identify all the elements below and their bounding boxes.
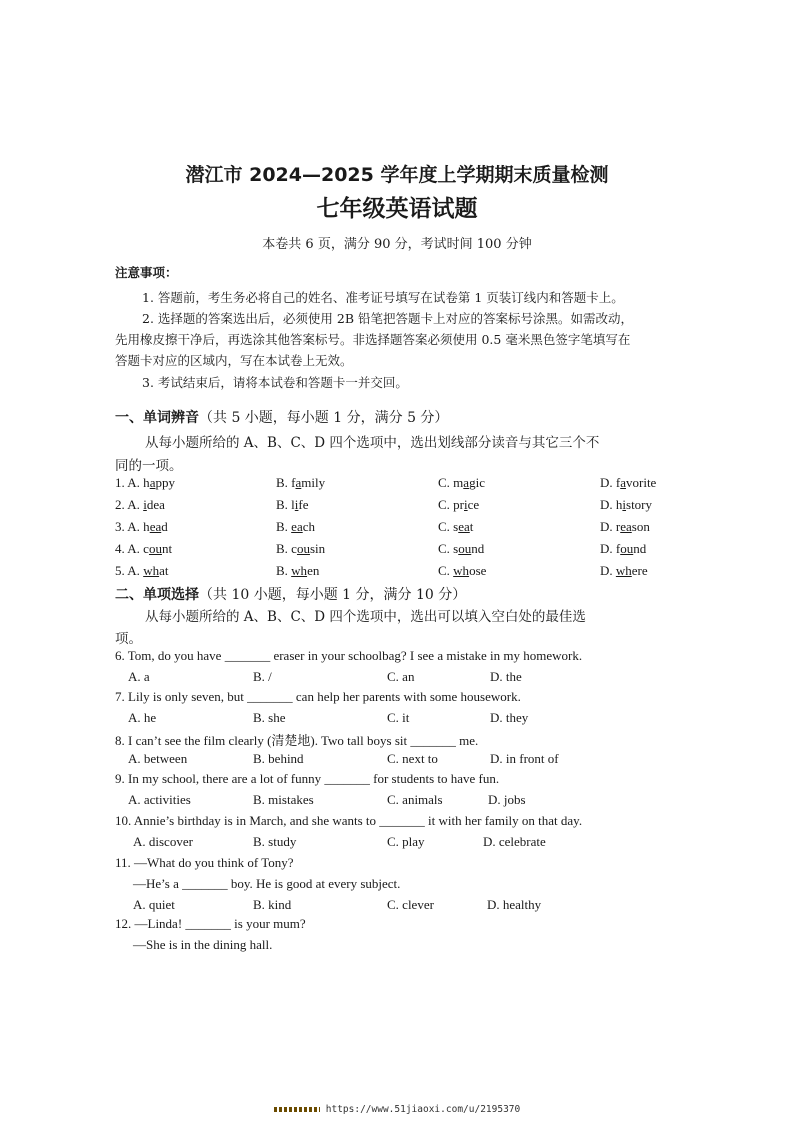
q9-option-d: D. jobs — [488, 792, 526, 807]
underlined-sound: ou — [148, 541, 162, 556]
q9-stem-line-1: 9. In my school, there are a lot of funny _______ for students to have fun. — [115, 771, 500, 786]
option-text-post: d — [161, 519, 168, 534]
option-text-pre: A. h — [127, 519, 150, 534]
option-text-post: ce — [467, 497, 480, 512]
underlined-sound: ea — [291, 519, 303, 534]
q7-stem-line-1: 7. Lily is only seven, but _______ can help her parents with some housework. — [115, 689, 521, 704]
exam-subtitle: 本卷共 6 页，满分 90 分，考试时间 100 分钟 — [262, 237, 532, 252]
underlined-sound: i — [464, 497, 468, 512]
option-text-pre: B. — [276, 519, 292, 534]
underlined-sound: ea — [620, 519, 632, 534]
q5-option-c — [438, 563, 486, 579]
option-text-pre: B. l — [276, 497, 295, 512]
underlined-sound: i — [622, 497, 627, 512]
notice-line-2: 2. 选择题的答案选出后，必须使用 2B 铅笔把答题卡上对应的答案标号涂黑。如需改动， — [142, 311, 633, 326]
exam-title-line2: 七年级英语试题 — [316, 196, 478, 222]
underlined-sound: a — [149, 475, 156, 490]
option-text-post: ere — [631, 563, 648, 578]
option-text-pre: C. m — [438, 475, 464, 490]
q3-option-a — [115, 519, 168, 535]
section2-instruction-2: 项。 — [115, 631, 142, 647]
option-text-post: en — [307, 563, 320, 578]
option-text-pre: D. f — [600, 541, 621, 556]
option-text-post: story — [626, 497, 653, 512]
q3-option-d — [600, 519, 650, 535]
underlined-sound: ou — [458, 541, 472, 556]
q1-option-d — [600, 475, 656, 491]
q12-stem-line-1: 12. —Linda! _______ is your mum? — [115, 916, 306, 931]
underlined-sound: ou — [620, 541, 634, 556]
underlined-sound: wh — [291, 563, 308, 578]
q6-stem-line-1: 6. Tom, do you have _______ eraser in your schoolbag? I see a mistake in my homework. — [115, 648, 583, 663]
option-text-pre: B. f — [276, 475, 296, 490]
q11-option-b: B. kind — [253, 897, 292, 912]
question-number: 1. — [115, 475, 125, 490]
q6-option-d: D. the — [490, 669, 522, 684]
footer-logo-mark — [274, 1107, 320, 1112]
q4-option-b — [276, 541, 325, 557]
q7-option-a: A. he — [128, 710, 157, 725]
underlined-sound: a — [463, 475, 470, 490]
option-text-post: nt — [161, 541, 173, 556]
q11-option-a: A. quiet — [133, 897, 175, 912]
notice-heading: 注意事项： — [115, 265, 178, 280]
notice-line-4: 答题卡对应的区域内，写在本试卷上无效。 — [115, 353, 353, 368]
underlined-sound: wh — [143, 563, 160, 578]
q10-stem-line-1: 10. Annie’s birthday is in March, and she wants to _______ it with her family on that day. — [115, 813, 583, 828]
q2-option-c — [438, 497, 479, 513]
option-text-post: ppy — [155, 475, 175, 490]
option-text-post: nd — [471, 541, 485, 556]
option-text-pre: D. f — [600, 475, 621, 490]
section1-instruction-1: 从每小题所给的 A、B、C、D 四个选项中，选出划线部分读音与其它三个不 — [145, 435, 600, 451]
option-text-pre: A. — [127, 563, 144, 578]
q10-option-c: C. play — [387, 834, 425, 849]
q10-option-d: D. celebrate — [483, 834, 546, 849]
option-text-pre: B. c — [276, 541, 297, 556]
question-number: 4. — [115, 541, 125, 556]
q5-option-b — [276, 563, 319, 579]
notice-line-1: 1. 答题前，考生务必将自己的姓名、准考证号填写在试卷第 1 页装订线内和答题卡上。 — [142, 290, 624, 305]
section1-instruction-2: 同的一项。 — [115, 458, 183, 474]
q10-option-b: B. study — [253, 834, 297, 849]
option-text-post: dea — [146, 497, 165, 512]
q12-stem-line-2: —She is in the dining hall. — [133, 937, 273, 952]
option-text-pre: C. s — [438, 519, 459, 534]
q4-option-d — [600, 541, 646, 557]
section2-title: 二、单项选择 — [115, 587, 199, 603]
footer — [0, 1104, 794, 1115]
q8-option-c: C. next to — [387, 751, 438, 766]
section1-title: 一、单词辨音 — [115, 410, 199, 426]
q11-option-d: D. healthy — [487, 897, 542, 912]
option-text-pre: A. h — [127, 475, 150, 490]
q11-stem-line-1: 11. —What do you think of Tony? — [115, 855, 294, 870]
q8-option-a: A. between — [128, 751, 188, 766]
q7-option-c: C. it — [387, 710, 410, 725]
q2-option-b — [276, 497, 309, 513]
question-number: 2. — [115, 497, 125, 512]
underlined-sound: wh — [615, 563, 632, 578]
underlined-sound: i — [143, 497, 147, 512]
q10-option-a: A. discover — [133, 834, 193, 849]
option-text-post: fe — [298, 497, 309, 512]
q7-option-d: D. they — [490, 710, 529, 725]
section1-heading — [115, 407, 448, 427]
q4-option-a — [115, 541, 172, 557]
q6-option-b: B. / — [253, 669, 272, 684]
q9-option-b: B. mistakes — [253, 792, 314, 807]
underlined-sound: ou — [296, 541, 310, 556]
q9-option-a: A. activities — [128, 792, 191, 807]
q2-option-a — [115, 497, 165, 513]
option-text-post: son — [631, 519, 650, 534]
option-text-post: vorite — [626, 475, 657, 490]
option-text-post: ose — [469, 563, 487, 578]
option-text-post: sin — [309, 541, 326, 556]
option-text-pre: D. — [600, 563, 616, 578]
option-text-post: at — [159, 563, 169, 578]
notice-line-3: 先用橡皮擦干净后，再选涂其他答案标号。非选择题答案必须使用 0.5 毫米黑色签字笔填写在 — [115, 332, 631, 347]
section2-points: （共 10 小题，每小题 1 分，满分 10 分） — [199, 587, 467, 603]
option-text-post: ch — [302, 519, 315, 534]
option-text-pre: C. s — [438, 541, 459, 556]
option-text-pre: A. c — [127, 541, 149, 556]
footer-link[interactable]: https://www.51jiaoxi.com/u/2195370 — [325, 1104, 521, 1115]
underlined-sound: i — [294, 497, 299, 512]
section2-instruction-1: 从每小题所给的 A、B、C、D 四个选项中，选出可以填入空白处的最佳选 — [145, 609, 586, 625]
q1-option-b — [276, 475, 325, 491]
q4-option-c — [438, 541, 484, 557]
q2-option-d — [600, 497, 652, 513]
underlined-sound: a — [620, 475, 626, 490]
q11-stem-line-2: —He’s a _______ boy. He is good at every subject. — [133, 876, 401, 891]
exam-title-line1: 潜江市 2024—2025 学年度上学期期末质量检测 — [185, 164, 609, 186]
q5-option-a — [115, 563, 168, 579]
q1-option-a — [115, 475, 175, 491]
q6-option-a: A. a — [128, 669, 150, 684]
q8-option-b: B. behind — [253, 751, 304, 766]
option-text-pre: B. — [276, 563, 292, 578]
underlined-sound: ea — [458, 519, 470, 534]
q7-option-b: B. she — [253, 710, 286, 725]
q8-option-d: D. in front of — [490, 751, 559, 766]
option-text-pre: C. — [438, 563, 454, 578]
q8-stem-line-1: 8. I can’t see the film clearly (清楚地). Two tall boys sit _______ me. — [115, 733, 479, 748]
option-text-post: mily — [301, 475, 326, 490]
section2-heading — [115, 584, 466, 604]
option-text-pre: C. pr — [438, 497, 464, 512]
option-text-pre: A. — [127, 497, 144, 512]
q11-option-c: C. clever — [387, 897, 434, 912]
underlined-sound: wh — [453, 563, 470, 578]
question-number: 3. — [115, 519, 125, 534]
q9-option-c: C. animals — [387, 792, 443, 807]
q1-option-c — [438, 475, 485, 491]
option-text-pre: D. r — [600, 519, 621, 534]
q3-option-b — [276, 519, 315, 535]
option-text-post: t — [469, 519, 474, 534]
underlined-sound: a — [295, 475, 302, 490]
underlined-sound: ea — [149, 519, 162, 534]
q3-option-c — [438, 519, 473, 535]
question-number: 5. — [115, 563, 125, 578]
q5-option-d — [600, 563, 648, 579]
notice-line-5: 3. 考试结束后，请将本试卷和答题卡一并交回。 — [142, 375, 408, 390]
section1-points: （共 5 小题，每小题 1 分，满分 5 分） — [199, 410, 449, 426]
option-text-post: gic — [469, 475, 485, 490]
option-text-post: nd — [633, 541, 647, 556]
option-text-pre: D. h — [600, 497, 623, 512]
q6-option-c: C. an — [387, 669, 415, 684]
